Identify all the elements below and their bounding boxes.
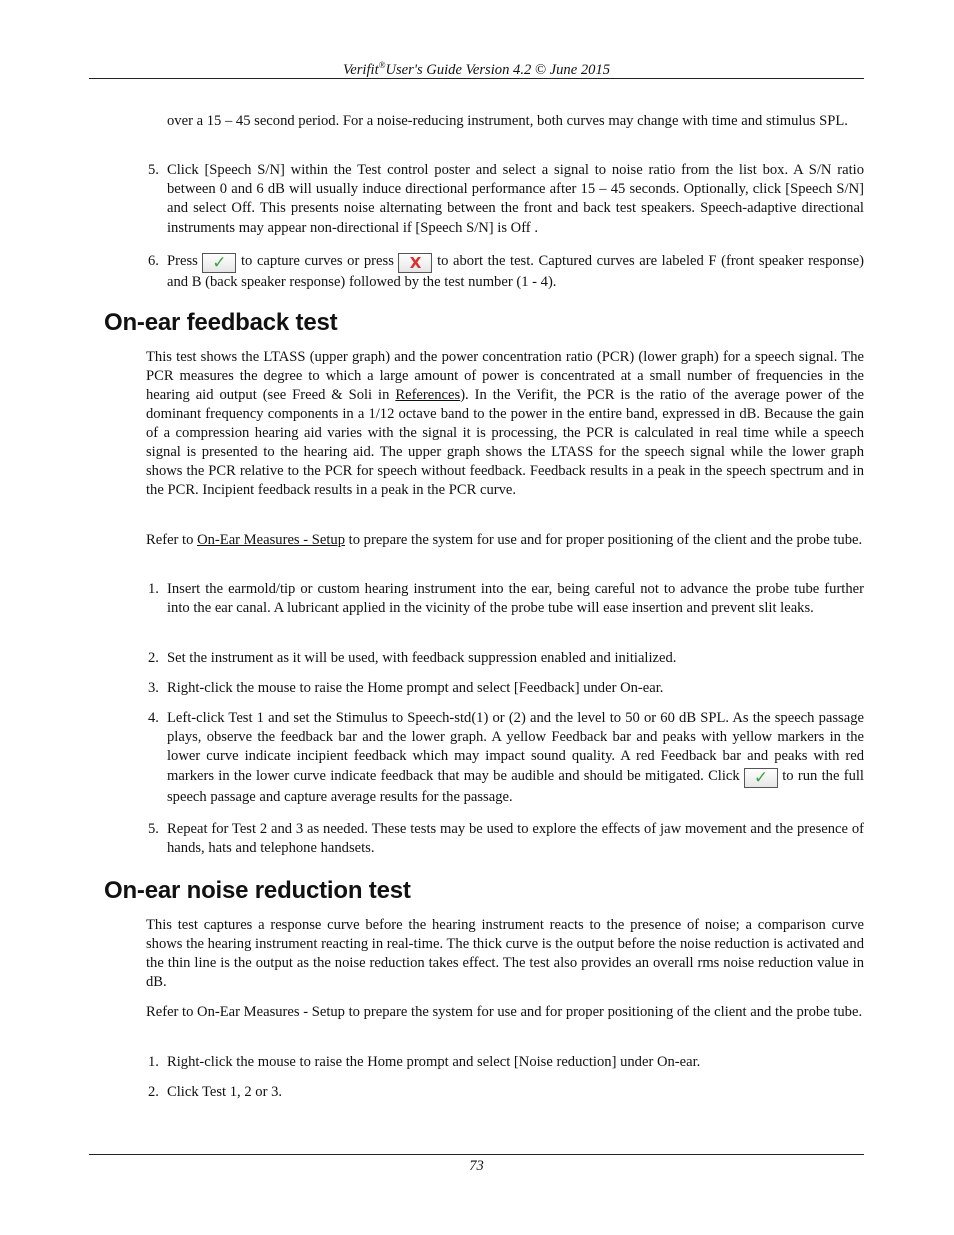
list-number: 5. <box>148 162 159 178</box>
header-brand: Verifit <box>342 61 379 78</box>
noise-paragraph: This test captures a response curve before the hearing instrument reacts to the presence of noise; a comparison curve shows the hearing instrument reacting in real-time. The thick curve is the output before the noise reduction is activated and the thin line is the output as the noise reduction takes effect. The test also provides an overall rms noise reduction value in dB. <box>146 917 864 990</box>
list-number: 2. <box>148 1084 159 1100</box>
list-number: 1. <box>148 581 159 597</box>
list-text: to run the full speech passage and capture average results for the passage. <box>167 767 864 805</box>
page-number: 73 <box>469 1158 484 1174</box>
list-text: Insert the earmold/tip or custom hearing instrument into the ear, being careful not to advance the probe tube further into the ear canal. A lubricant applied in the vicinity of the probe tube will ease insertion and prevent slit leaks. <box>167 581 864 617</box>
list-item <box>148 161 864 238</box>
list-text: Set the instrument as it will be used, with feedback suppression enabled and initialized. <box>167 650 677 666</box>
list-text: Left-click Test 1 and set the Stimulus to Speech-std(1) or (2) and the level to 50 or 60 dB SPL. As the speech passage plays, observe the feedback bar and the lower graph. A yellow Feedback bar and peaks with yellow markers in the lower curve indicate incipient feedback which may impact sound quality. A red Feedback bar and peaks with red markers in the lower curve indicate feedback that may be audible and should be mitigated. Click <box>167 710 864 784</box>
checkmark-icon[interactable]: ✓ <box>202 253 236 273</box>
list-number: 2. <box>148 650 159 666</box>
list-item <box>148 252 864 292</box>
x-icon[interactable]: X <box>398 253 432 273</box>
registered-mark: ® <box>378 60 386 70</box>
list-item <box>148 1083 864 1102</box>
list-item <box>148 679 864 698</box>
feedback-paragraph <box>146 348 864 500</box>
list-item <box>148 580 864 618</box>
paragraph-text: ). In the Verifit, the PCR is the ratio of the average power of the dominant frequency components in a 1/12 octave band to the power in the entire band, expressed in dB. Because the gain of a compression hearing aid varies with the signal it is processing, the PCR is calculated in real time while a speech signal is presented to the hearing aid. The upper graph shows the LTASS for the speech signal while the lower graph shows the PCR relative to the PCR for speech without feedback. Feedback results in a peak in the speech spectrum and in the PCR. Incipient feedback results in a peak in the PCR curve. <box>146 387 865 498</box>
paragraph-text: Refer to <box>146 532 194 548</box>
header-rule <box>89 78 864 79</box>
list-text: Click Test 1, 2 or 3. <box>167 1084 283 1100</box>
header-title: User's Guide Version 4.2 © June 2015 <box>385 61 611 78</box>
feedback-refer-paragraph <box>146 531 864 550</box>
paragraph-text: to prepare the system for use and for proper positioning of the client and the probe tube. <box>348 532 863 548</box>
list-item <box>148 649 864 668</box>
list-number: 1. <box>148 1054 159 1070</box>
list-number: 3. <box>148 680 159 696</box>
list-item <box>148 709 864 807</box>
checkmark-icon[interactable]: ✓ <box>744 768 778 788</box>
list-text: to abort the test. Captured curves are labeled F (front speaker response) and B (back speaker response) followed by the test number (1 - 4). <box>167 253 864 290</box>
list-text: Click [Speech S/N] within the Test control poster and select a signal to noise ratio from the list box. A S/N ratio between 0 and 6 dB will usually induce directional performance after 15 – 45 seconds. Optionally, click [Speech S/N] and select Off. This presents noise alternating between the front and back test speakers. Speech-adaptive directional instruments may appear non-directional if [Speech S/N] is Off . <box>167 162 864 236</box>
noise-refer-paragraph: Refer to On-Ear Measures - Setup to prepare the system for use and for proper positioning of the client and the probe tube. <box>146 1004 863 1020</box>
list-item <box>148 1053 864 1072</box>
list-number: 4. <box>148 710 159 726</box>
list-number: 6. <box>148 253 159 269</box>
list-text: Right-click the mouse to raise the Home prompt and select [Feedback] under On-ear. <box>167 680 664 696</box>
running-header <box>89 55 864 80</box>
list-text: Press <box>167 253 198 269</box>
references-link[interactable]: References <box>395 387 461 403</box>
section-heading-feedback: On-ear feedback test <box>104 309 338 336</box>
list-number: 5. <box>148 821 159 837</box>
footer-rule <box>89 1154 864 1155</box>
setup-link[interactable]: On-Ear Measures - Setup <box>197 532 345 548</box>
section-heading-noise: On-ear noise reduction test <box>104 877 411 904</box>
list-item <box>148 820 864 858</box>
intro-paragraph: over a 15 – 45 second period. For a noise-reducing instrument, both curves may change with time and stimulus SPL. <box>167 113 848 129</box>
paragraph-text: This test shows the LTASS (upper graph) and the power concentration ratio (PCR) (lower graph) for a speech signal. The PCR measures the degree to which a large amount of power is concentrated at a small number of frequencies in the hearing aid output (see Freed & Soli in <box>146 349 864 403</box>
list-text: Right-click the mouse to raise the Home prompt and select [Noise reduction] under On-ear. <box>167 1054 701 1070</box>
list-text: Repeat for Test 2 and 3 as needed. These tests may be used to explore the effects of jaw movement and the presence of hands, hats and telephone handsets. <box>167 821 864 857</box>
list-text: to capture curves or press <box>241 253 394 269</box>
